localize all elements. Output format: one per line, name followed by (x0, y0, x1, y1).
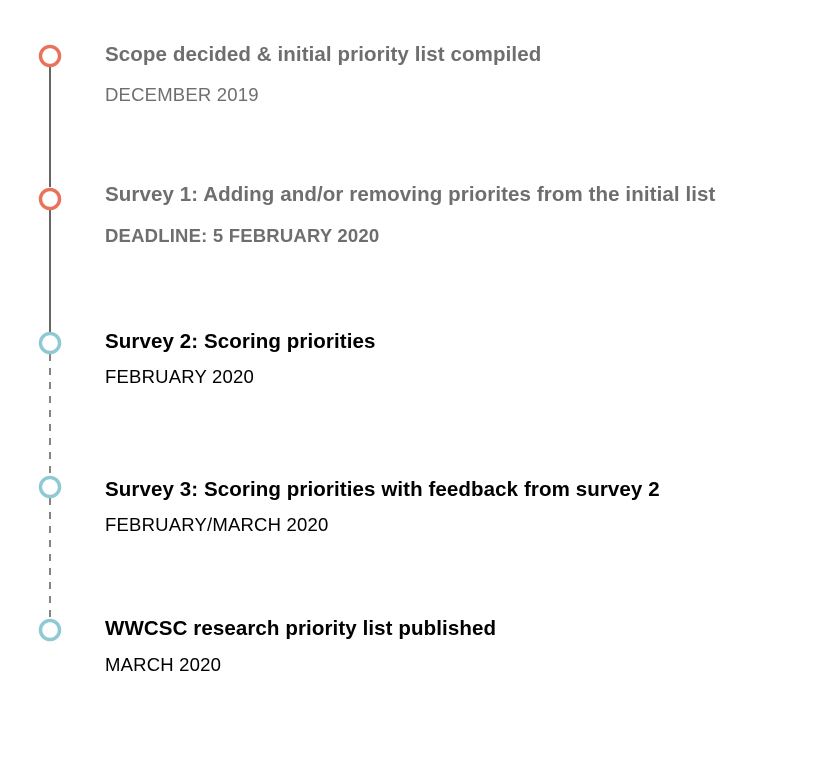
milestone-title: Survey 1: Adding and/or removing priorites from the initial list (105, 183, 716, 206)
milestone-date: DEADLINE: 5 FEBRUARY 2020 (105, 225, 380, 246)
milestone-marker-1 (41, 47, 60, 66)
milestone-title: Survey 2: Scoring priorities (105, 330, 376, 353)
milestone-title: Scope decided & initial priority list compiled (105, 43, 542, 66)
milestone-date: FEBRUARY/MARCH 2020 (105, 514, 329, 535)
milestone-date: FEBRUARY 2020 (105, 366, 254, 387)
milestone-marker-5 (41, 621, 60, 640)
milestone-5 (105, 617, 496, 676)
milestone-date: DECEMBER 2019 (105, 84, 259, 105)
milestone-title: WWCSC research priority list published (105, 617, 497, 640)
milestone-3 (105, 330, 376, 388)
milestone-1 (105, 43, 541, 106)
milestone-4 (105, 478, 660, 536)
milestone-date: MARCH 2020 (105, 654, 222, 675)
milestone-marker-2 (41, 190, 60, 209)
milestone-title: Survey 3: Scoring priorities with feedback from survey 2 (105, 478, 660, 501)
milestone-marker-3 (41, 334, 60, 353)
milestone-marker-4 (41, 478, 60, 497)
milestone-2 (105, 183, 715, 247)
